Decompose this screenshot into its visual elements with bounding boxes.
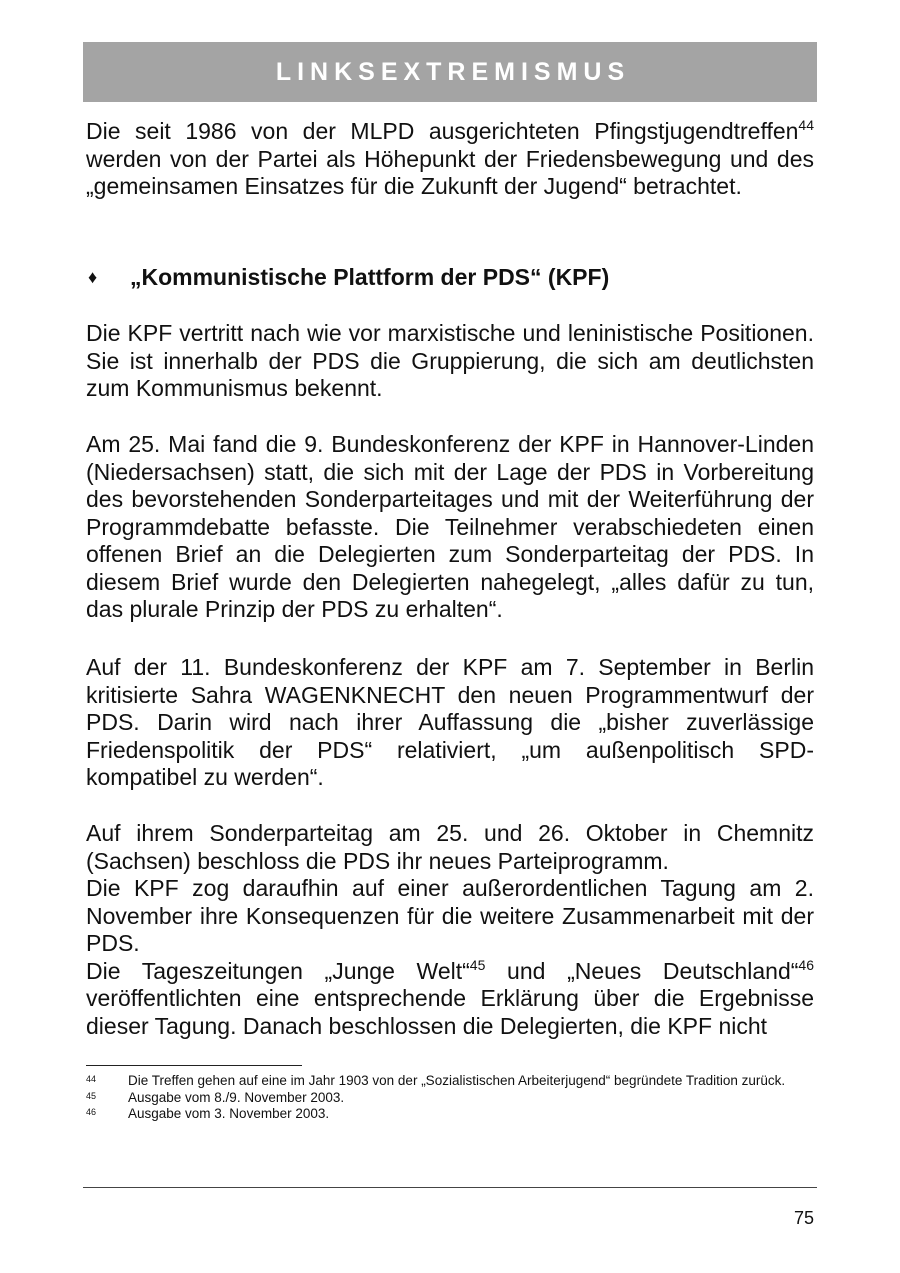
footnote-text: Ausgabe vom 3. November 2003. [128,1106,330,1121]
paragraph-kpf-positions [86,320,814,403]
footnote-number: 46 [86,1107,97,1117]
paragraph-text: Auf der 11. Bundeskonferenz der KPF am 7. September in Berlin kritisierte Sahra WAGENKNECHT den neuen Programmentwurf der PDS. Darin wird nach ihrer Auffassung die „bisher zuverlässige Friedenspolitik der PDS“ relativiert, „um außenpolitisch SPD-kompatibel zu werden“. [86,654,814,790]
section-heading-text: „Kommunistische Plattform der PDS“ (KPF) [130,264,610,290]
paragraph-text: veröffentlichten eine entsprechende Erklärung über die Ergebnisse dieser Tagung. Danach beschlossen die Delegierten, die KPF nicht [86,985,814,1039]
paragraph-pfingstjugendtreffen [86,118,814,201]
paragraph-text: und „Neues Deutschland“ [485,957,799,984]
footnotes [86,1073,814,1123]
footnote-text: Ausgabe vom 8./9. November 2003. [128,1089,345,1105]
paragraph-line: Die KPF zog daraufhin auf einer außerordentlichen Tagung am 2. November ihre Konsequenzen für die weitere Zusammenarbeit mit der PDS. [86,875,814,956]
footnote-text: Die Treffen gehen auf eine im Jahr 1903 von der „Sozialistischen Arbeiterjugend“ begründete Tradition zurück. [128,1073,786,1088]
diamond-bullet-icon: ♦ [88,267,98,287]
footnote-45 [86,1090,814,1107]
footnote-44 [86,1073,814,1090]
page-bottom-divider [83,1187,817,1188]
running-header-title: LINKSEXTREMISMUS [275,57,631,86]
footnote-46 [86,1106,814,1123]
paragraph-text: werden von der Partei als Höhepunkt der Friedensbewegung und des „gemeinsamen Einsatzes für die Zukunft der Jugend“ betrachtet. [86,145,814,199]
footnote-number: 44 [86,1074,97,1084]
paragraph-bundeskonferenz-9 [86,431,814,624]
footnote-ref-46[interactable]: 46 [798,956,814,973]
footnote-divider [86,1065,302,1066]
paragraph-text: Die seit 1986 von der MLPD ausgerichteten Pfingstjugendtreffen [86,118,799,144]
paragraph-line [86,958,814,1041]
footnote-ref-44[interactable]: 44 [798,117,814,133]
paragraph-text: Die KPF vertritt nach wie vor marxistische und leninistische Positionen. Sie ist innerhalb der PDS die Gruppierung, die sich am deutlichsten zum Kommunismus bekennt. [86,320,814,401]
page-number: 75 [793,1208,814,1228]
paragraph-text: Am 25. Mai fand die 9. Bundeskonferenz der KPF in Hannover-Linden (Niedersachsen) statt, die sich mit der Lage der PDS in Vorbereitung des bevorstehenden Sonderparteitages und mit der Weiterführung der Programmdebatte befasste. Die Teilnehmer verabschiedeten einen offenen Brief an die Delegierten zum Sonderparteitag der PDS. In diesem Brief wurde den Delegierten nahegelegt, „alles dafür zu tun, das plurale Prinzip der PDS zu erhalten“. [86,431,814,622]
paragraph-sonderparteitag [86,820,814,1040]
footnote-number: 45 [86,1090,97,1101]
paragraph-line: Auf ihrem Sonderparteitag am 25. und 26. Oktober in Chemnitz (Sachsen) beschloss die PDS ihr neues Parteiprogramm. [86,820,814,874]
section-heading-kpf [86,262,814,292]
paragraph-bundeskonferenz-11 [86,654,814,792]
paragraph-text: Die Tageszeitungen „Junge Welt“ [86,957,470,984]
footnote-ref-45[interactable]: 45 [469,956,486,973]
header-bar [83,42,817,102]
